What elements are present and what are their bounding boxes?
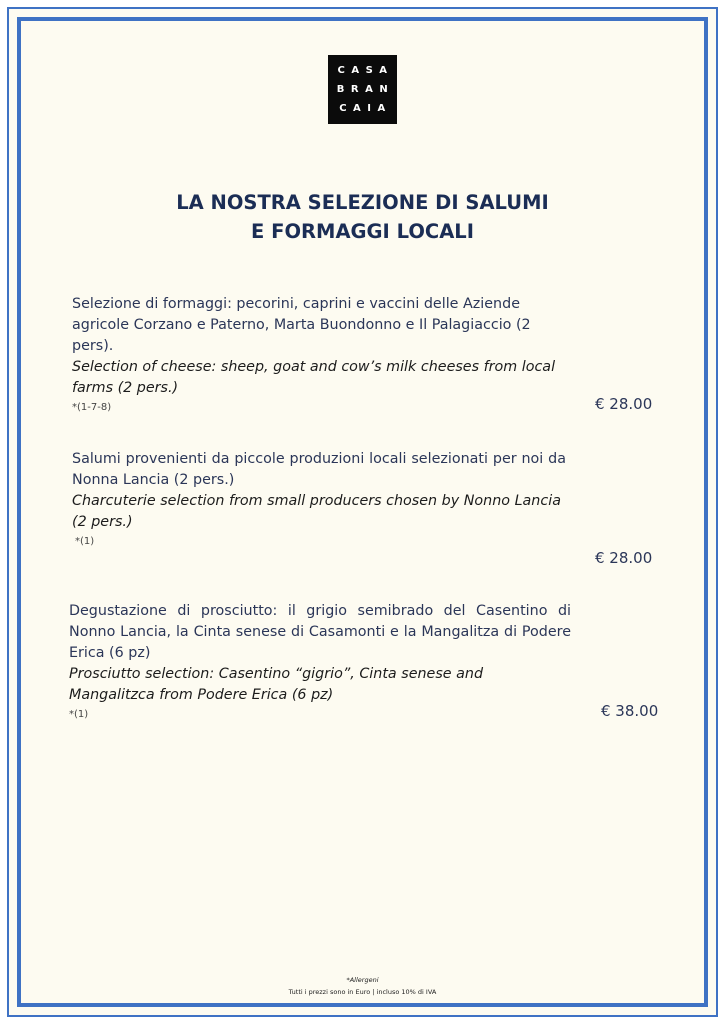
logo-line-2: BRAN	[336, 84, 395, 95]
menu-item-charcuterie	[72, 449, 566, 549]
item-description-it: Degustazione di prosciutto: il grigio semibrado del Casentino di Nonno Lancia, la Cinta senese di Casamonti e la Mangalitza di Podere Erica (6 pz)	[69, 603, 571, 661]
item-price-cheese: € 28.00	[595, 395, 653, 413]
item-description-it: Salumi provenienti da piccole produzioni locali selezionati per noi da Nonna Lancia (2 pers.)	[72, 451, 566, 488]
title-line-2: E FORMAGGI LOCALI	[251, 220, 474, 243]
item-description-en: Selection of cheese: sheep, goat and cow’s milk cheeses from local farms (2 pers.)	[72, 359, 556, 396]
footer	[0, 974, 725, 998]
item-price-prosciutto: € 38.00	[601, 702, 659, 720]
item-description-en: Charcuterie selection from small producers chosen by Nonno Lancia (2 pers.)	[72, 493, 561, 530]
prices-note: Tutti i prezzi sono in Euro | incluso 10% di IVA	[288, 988, 437, 996]
title-line-1: LA NOSTRA SELEZIONE DI SALUMI	[176, 191, 549, 214]
item-description-en: Prosciutto selection: Casentino “gigrio”, Cinta senese and Mangalitzca from Podere Erica (6 pz)	[69, 666, 484, 703]
item-allergens: *(1-7-8)	[72, 402, 112, 413]
item-allergens: *(1)	[75, 536, 95, 547]
logo-line-1: CASA	[337, 65, 394, 76]
item-allergens: *(1)	[69, 709, 89, 720]
menu-item-prosciutto	[69, 601, 571, 722]
page-title	[0, 188, 725, 246]
allergens-note: *Allergeni	[346, 976, 379, 984]
casabrancaia-logo	[328, 55, 397, 124]
item-price-charcuterie: € 28.00	[595, 549, 653, 567]
item-description-it: Selezione di formaggi: pecorini, caprini e vaccini delle Aziende agricole Corzano e Paterno, Marta Buondonno e Il Palagiaccio (2 pers).	[72, 296, 531, 354]
logo-line-3: CAIA	[339, 103, 392, 114]
menu-item-cheese	[72, 294, 562, 415]
